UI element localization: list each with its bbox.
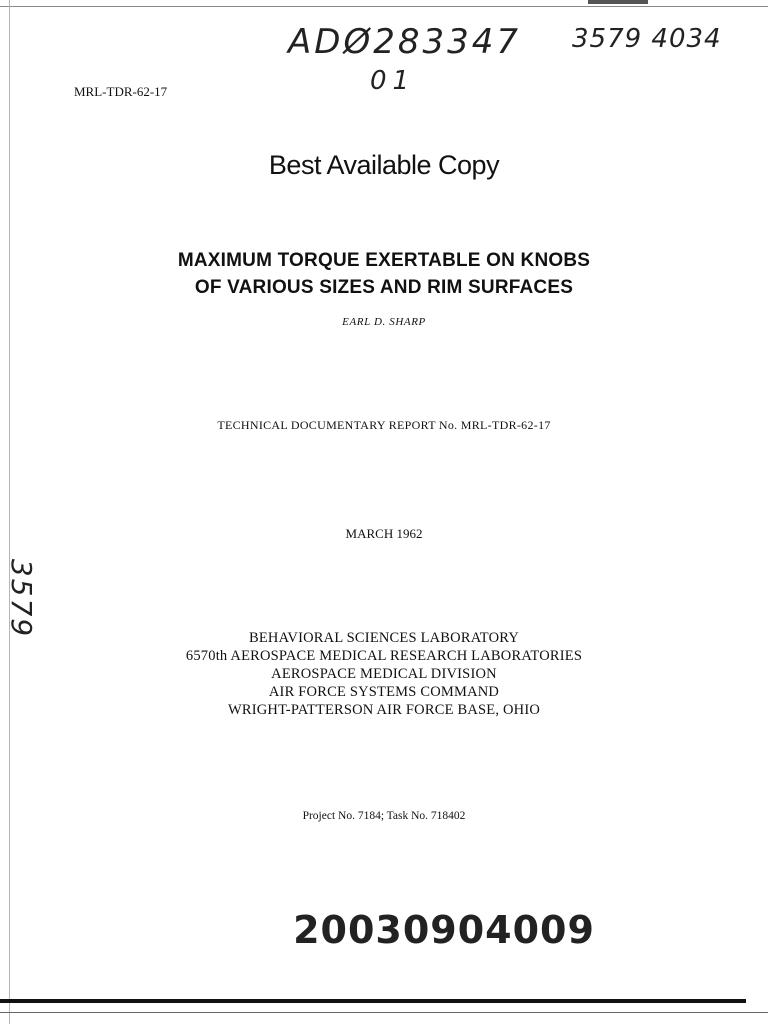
handwritten-stamp-number: 20030904009 xyxy=(293,908,595,952)
document-title xyxy=(0,247,768,301)
handwritten-side-mark-text: 3579 xyxy=(5,558,39,638)
title-line: OF VARIOUS SIZES AND RIM SURFACES xyxy=(194,277,574,298)
organization-line: 6570th AEROSPACE MEDICAL RESEARCH LABORATORIES xyxy=(185,648,583,664)
author: EARL D. SHARP xyxy=(342,316,426,328)
report-date: MARCH 1962 xyxy=(345,526,423,541)
title-line: MAXIMUM TORQUE EXERTABLE ON KNOBS xyxy=(177,250,591,271)
organization-line: AEROSPACE MEDICAL DIVISION xyxy=(271,666,497,682)
report-id: MRL-TDR-62-17 xyxy=(74,84,168,99)
organization-line: WRIGHT-PATTERSON AIR FORCE BASE, OHIO xyxy=(227,702,541,718)
scan-bottom-edge xyxy=(0,999,746,1003)
organization-line: BEHAVIORAL SCIENCES LABORATORY xyxy=(249,630,519,646)
best-available-copy-notice: Best Available Copy xyxy=(268,150,500,180)
handwritten-accession-number: ADØ283347 xyxy=(288,22,521,62)
project-task-line: Project No. 7184; Task No. 718402 xyxy=(302,810,466,822)
organization-line: AIR FORCE SYSTEMS COMMAND xyxy=(268,684,500,700)
organization-block xyxy=(0,629,768,719)
handwritten-document-number: 3579 4034 xyxy=(572,24,722,54)
scan-top-mark xyxy=(588,0,648,4)
scan-top-edge xyxy=(0,6,768,7)
handwritten-accession-suffix: 01 xyxy=(370,66,416,96)
scan-bottom-line xyxy=(0,1012,768,1013)
report-number-line: TECHNICAL DOCUMENTARY REPORT No. MRL-TDR-62-17 xyxy=(217,418,551,432)
